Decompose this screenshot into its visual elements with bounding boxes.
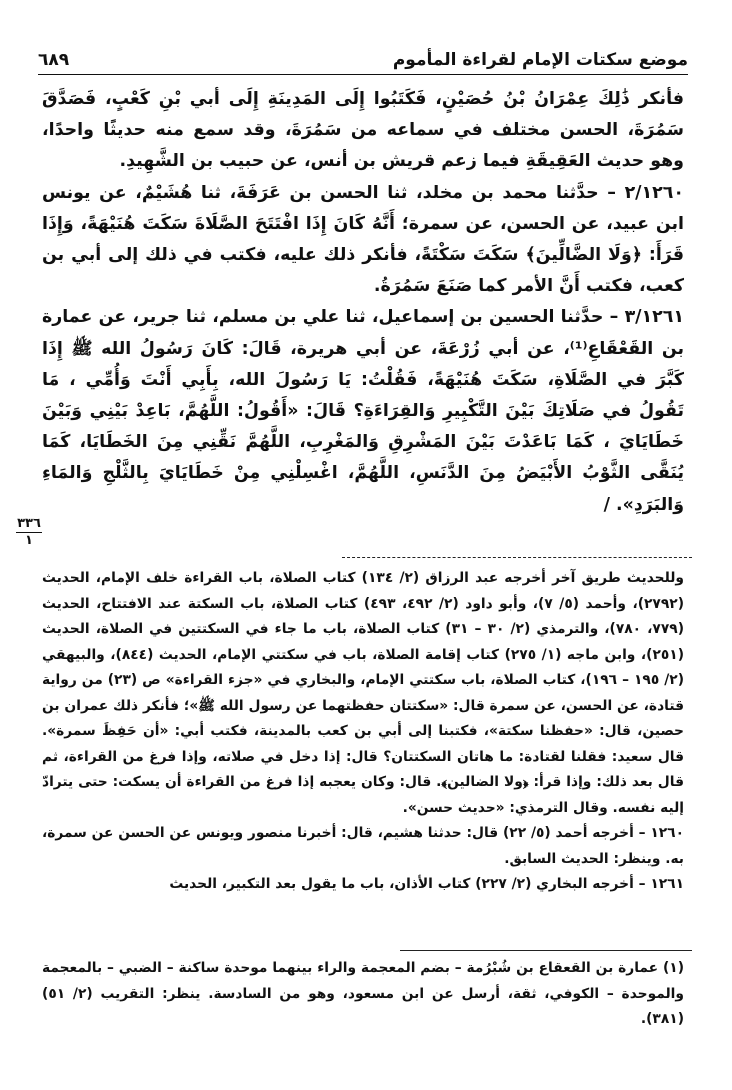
note-paragraph-1: وللحديث طريق آخر أخرجه عبد الرزاق (٢/ ١٣٤) كتاب الصلاة، باب القراءة خلف الإمام، الحديث (٢٧٩٢)، وأحمد (٥/ ٧)، وأبو داود (٢/ ٤٩٢، ٤٩٣) كتاب الصلاة، باب السكتة عند الافتتاح، الحديث (٧٧٩، ٧٨٠)، والترمذي (٢/ ٣٠ – ٣١) كتاب الصلاة، باب ما جاء في السكتتين في الصلاة، الحديث (٢٥١)، وابن ماجه (١/ ٢٧٥) كتاب إقامة الصلاة، باب في سكتتي الإمام، الحديث (٨٤٤)، والبيهقي (٢/ ١٩٥ – ١٩٦)، كتاب الصلاة، باب سكتتي الإمام، والبخاري في «جزء القراءة» ص (٢٣) من رواية قتادة، عن الحسن، عن سمرة قال: «سكتتان حفظتهما عن رسول الله ﷺ»؛ فأنكر ذلك عمران بن حصين، قال: «حفظنا سكتة»، فكتبنا إلى أبي بن كعب بالمدينة، فكتب أبي: «أن حَفِظَ سمرة». قال سعيد: فقلنا لقتادة: ما هاتان السكتتان؟ قال: إذا دخل في صلاته، وإذا فرغ من القراءة، ثم قال بعد ذلك: وإذا قرأ: ﴿ولا الضالين﴾. قال: وكان يعجبه إذا فرغ من القراءة أن يسكت: حتى يترادّ إليه نفسه. وقال الترمذي: «حديث حسن». [42,570,685,816]
folio-number: ٣٣٦ [17,516,41,531]
footnote-1: (١) عمارة بن القعقاع بن شُبْرُمة – بضم المعجمة والراء بينهما موحدة ساكنة – الضبي – بالمعجمة والموحدة – الكوفي، ثقة، أرسل عن ابن مسعود، وهو من السادسة. ينظر: التقريب (٢/ ٥١) (٣٨١). [42,960,684,1027]
footnote-divider [400,950,692,951]
folio-side: ١ [25,533,33,548]
notes-divider [342,557,692,558]
main-text [42,84,684,521]
editor-notes [42,566,684,898]
running-title: موضع سكتات الإمام لقراءة المأموم [392,50,688,70]
main-paragraph-3: ٣/١٢٦١ – حدَّثنا الحسين بن إسماعيل، ثنا علي بن مسلم، ثنا جرير، عن عمارة بن القَعْقَاعِ⁽¹⁾، عن أبي زُرْعَةَ، عن أبي هريرة، قَالَ: كَانَ رَسُولُ الله ﷺ إِذَا كَبَّرَ في الصَّلَاةِ، سَكَتَ هُنَيْهَةً، فَقُلْتُ: يَا رَسُولَ الله، بِأَبِي أَنْتَ وَأُمِّي ، مَا تَقُولُ في صَلَاتِكَ بَيْنَ التَّكْبِيرِ وَالقِرَاءَةِ؟ قَالَ: «أَقُولُ: اللَّهُمَّ، بَاعِدْ بَيْنِي وَبَيْنَ خَطَايَايَ ، كَمَا بَاعَدْتَ بَيْنَ المَشْرِقِ وَالمَغْرِبِ، اللَّهُمَّ نَقِّنِي مِنَ الخَطَايَا، كَمَا يُنَقَّى الثَّوْبُ الأَبْيَضُ مِنَ الدَّنَسِ، اللَّهُمَّ، اغْسِلْنِي مِنْ خَطَايَايَ بِالثَّلْجِ وَالمَاءِ وَالبَرَدِ». / [42,307,684,515]
main-paragraph-2: ٢/١٢٦٠ – حدَّثنا محمد بن مخلد، ثنا الحسن بن عَرَفَةَ، ثنا هُشَيْمٌ، عن يونس ابن عبيد، عن الحسن، عن سمرة؛ أَنَّهُ كَانَ إِذَا افْتَتَحَ الصَّلَاةَ سَكَتَ هُنَيْهَةً، وَإِذَا قَرَأَ: ﴿وَلَا الضَّالِّينَ﴾ سَكَتَ سَكْتَةً، فأنكر ذلك عليه، فكتب في ذلك إلى أبي بن كعب، فكتب أَنَّ الأمر كما صَنَعَ سَمُرَةُ. [42,182,684,297]
page-number: ٦٨٩ [38,50,70,70]
note-paragraph-2: ١٢٦٠ – أخرجه أحمد (٥/ ٢٢) قال: حدثنا هشيم، قال: أخبرنا منصور ويونس عن الحسن عن سمرة، به. وينظر: الحديث السابق. [42,825,685,867]
note-paragraph-3: ١٢٦١ – أخرجه البخاري (٢/ ٢٢٧) كتاب الأذان، باب ما يقول بعد التكبير، الحديث [169,876,684,892]
footnotes [42,956,684,1033]
main-paragraph-1: فأنكر ذَٰلِكَ عِمْرَانُ بْنُ حُصَيْنٍ، فَكَتَبُوا إِلَى المَدِينَةِ إِلَى أبي بْنِ كَعْبٍ، فَصَدَّقَ سَمُرَةَ، الحسن مختلف في سماعه من سَمُرَةَ، وقد سمع منه حديثًا واحدًا، وهو حديث العَقِيقَةِ فيما زعم قريش بن أنس، عن حبيب بن الشَّهِيدِ. [42,89,684,172]
running-header [38,38,688,75]
manuscript-folio-marker [14,517,44,548]
